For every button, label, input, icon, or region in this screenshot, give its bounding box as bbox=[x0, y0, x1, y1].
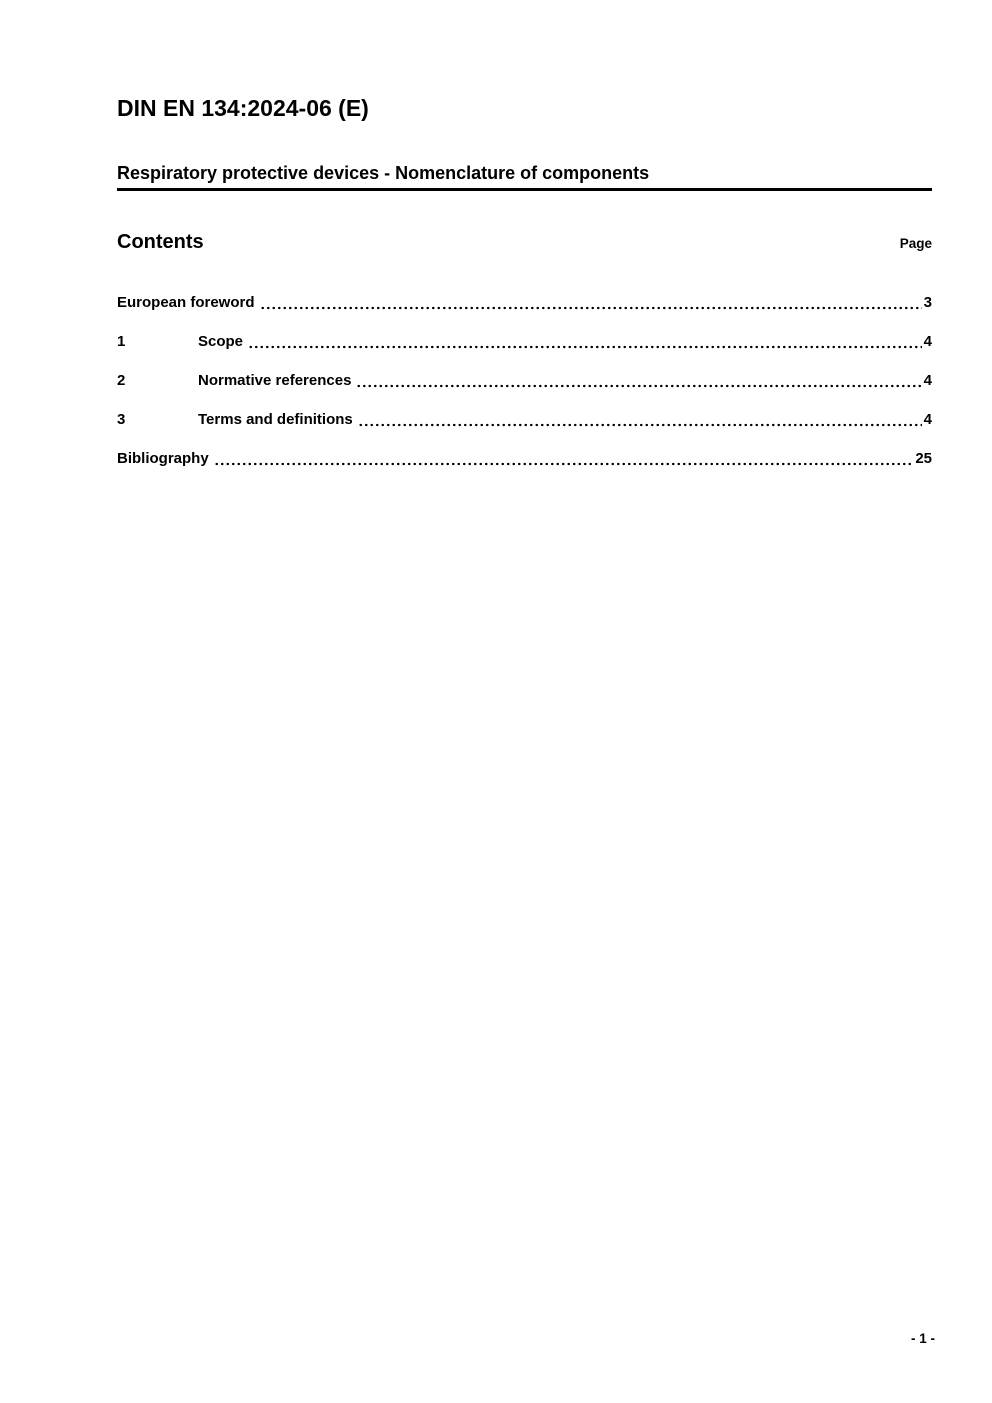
footer-page-number: - 1 - bbox=[910, 1331, 935, 1346]
document-subtitle-block bbox=[117, 163, 932, 191]
horizontal-rule bbox=[117, 188, 932, 191]
toc-leader-dots bbox=[356, 383, 921, 389]
toc-entry-number: 3 bbox=[117, 411, 126, 428]
toc-entry-label: European foreword bbox=[117, 294, 255, 311]
document-title: DIN EN 134:2024-06 (E) bbox=[117, 95, 369, 121]
toc-entry-number: 2 bbox=[117, 372, 126, 389]
toc-entry-page: 4 bbox=[923, 411, 932, 428]
toc-entry-scope bbox=[117, 332, 932, 352]
toc-entry-number: 1 bbox=[117, 333, 126, 350]
toc-entry-label: Normative references bbox=[198, 372, 352, 389]
contents-heading: Contents bbox=[117, 231, 204, 253]
toc-entry-european-foreword bbox=[117, 293, 932, 313]
toc-leader-dots bbox=[214, 461, 914, 467]
toc-entry-page: 25 bbox=[915, 450, 932, 467]
document-subtitle: Respiratory protective devices - Nomenclature of components bbox=[117, 163, 650, 183]
toc-entry-label: Terms and definitions bbox=[198, 411, 353, 428]
toc-leader-dots bbox=[260, 305, 922, 311]
toc-leader-dots bbox=[358, 422, 922, 428]
toc-entry-label: Bibliography bbox=[117, 450, 209, 467]
toc-entry-label: Scope bbox=[198, 333, 244, 350]
toc-entry-page: 4 bbox=[923, 372, 932, 389]
toc-entry-normative-references bbox=[117, 371, 932, 391]
contents-header-row bbox=[117, 231, 932, 254]
toc-entry-terms-and-definitions bbox=[117, 410, 932, 430]
toc-entry-page: 4 bbox=[923, 333, 932, 350]
page-column-label: Page bbox=[899, 236, 932, 251]
toc-leader-dots bbox=[248, 344, 922, 350]
table-of-contents bbox=[117, 293, 932, 469]
page-content bbox=[0, 0, 992, 469]
toc-entry-page: 3 bbox=[923, 294, 932, 311]
toc-entry-bibliography bbox=[117, 449, 932, 469]
